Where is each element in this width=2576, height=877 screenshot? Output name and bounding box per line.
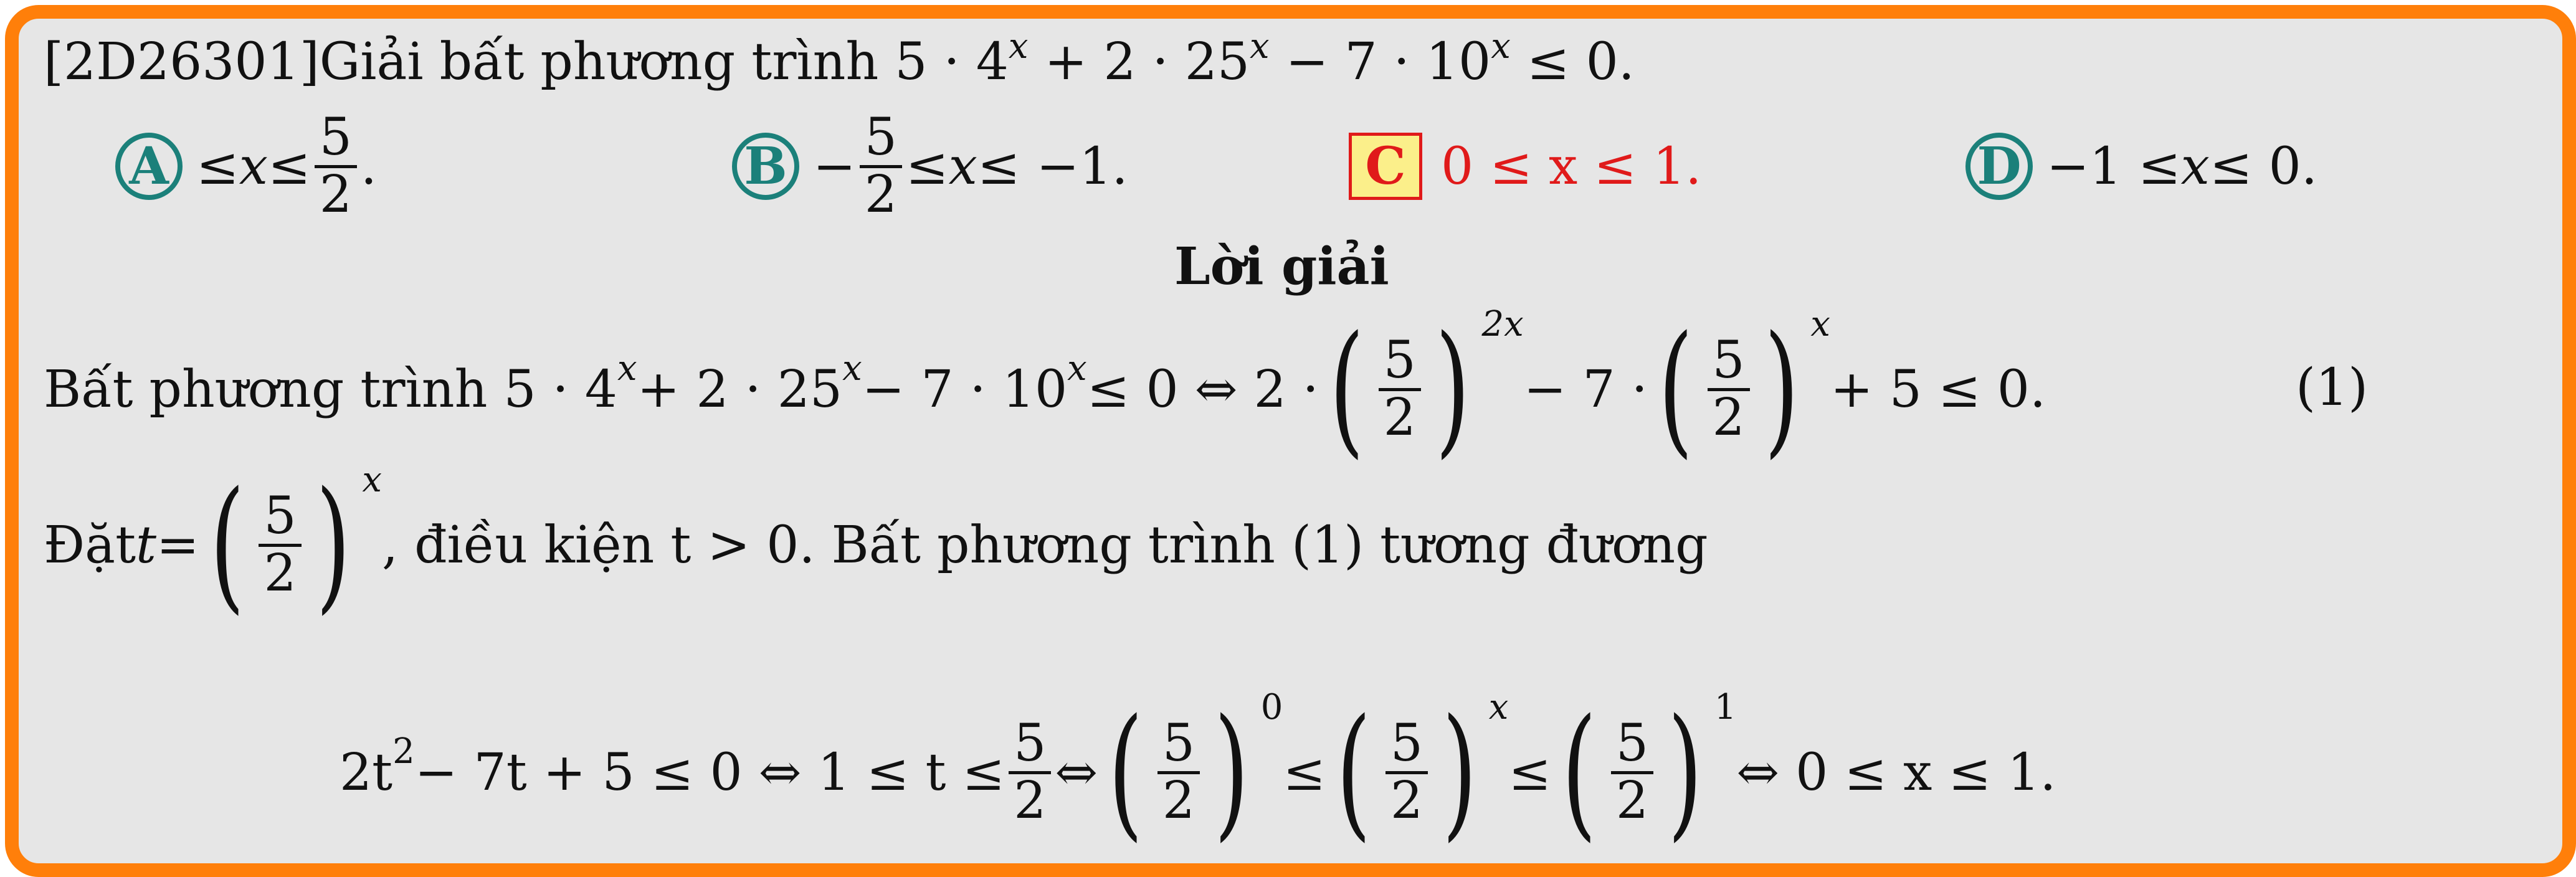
choice-d-marker: D bbox=[1965, 133, 2033, 200]
problem-code: [2D26301] bbox=[44, 32, 320, 92]
inequality: $5 \cdot 4^x + 2 \cdot 25^x - 7 \cdot 10^x \le 0$. bbox=[895, 26, 1635, 92]
choice-a[interactable]: A ≤ x ≤ $\frac{5}{2}$ . bbox=[115, 101, 377, 232]
solution-line-2: Đặt t = ( $\frac{5}{2}$ ) x , điều kiện t > 0. Bất phương trình (1) tương đương bbox=[44, 459, 1708, 628]
solution-line-3: 2t 2 − 7t + 5 ≤ 0 ⇔ 1 ≤ t ≤ $\frac{5}{2}$ ⇔ ( $\frac{5}{2}$ ) 0 ≤ ( $\frac{5}{2}$ ) x ≤ ( $\frac{5}{2}$ ) 1 ⇔ 0 ≤ x ≤ 1. bbox=[340, 686, 2056, 855]
solution-heading: Lời giải bbox=[1174, 237, 1389, 296]
choice-c-text: 0 ≤ x ≤ 1. bbox=[1441, 136, 1702, 196]
problem-prompt: Giải bất phương trình bbox=[319, 32, 879, 92]
choice-b-marker: B bbox=[732, 133, 799, 200]
choice-c-correct[interactable] bbox=[1349, 101, 1701, 232]
choice-d[interactable]: D −1 ≤ x ≤ 0. bbox=[1965, 101, 2317, 232]
equation-tag: (1) bbox=[2296, 358, 2369, 417]
choice-b[interactable]: B − $\frac{5}{2}$ ≤ x ≤ −1. bbox=[732, 101, 1128, 232]
choice-c-marker: C bbox=[1349, 133, 1422, 200]
solution-line-1: Bất phương trình 5 · 4 x + 2 · 25 x − 7 · 10 x ≤ 0 ⇔ 2 · ( $\frac{5}{2}$ ) 2x − 7 · ( $\frac{5}{2}$ ) x + 5 ≤ 0. bbox=[44, 303, 2046, 472]
problem-statement bbox=[44, 26, 1635, 92]
choice-a-marker: A bbox=[115, 133, 183, 200]
